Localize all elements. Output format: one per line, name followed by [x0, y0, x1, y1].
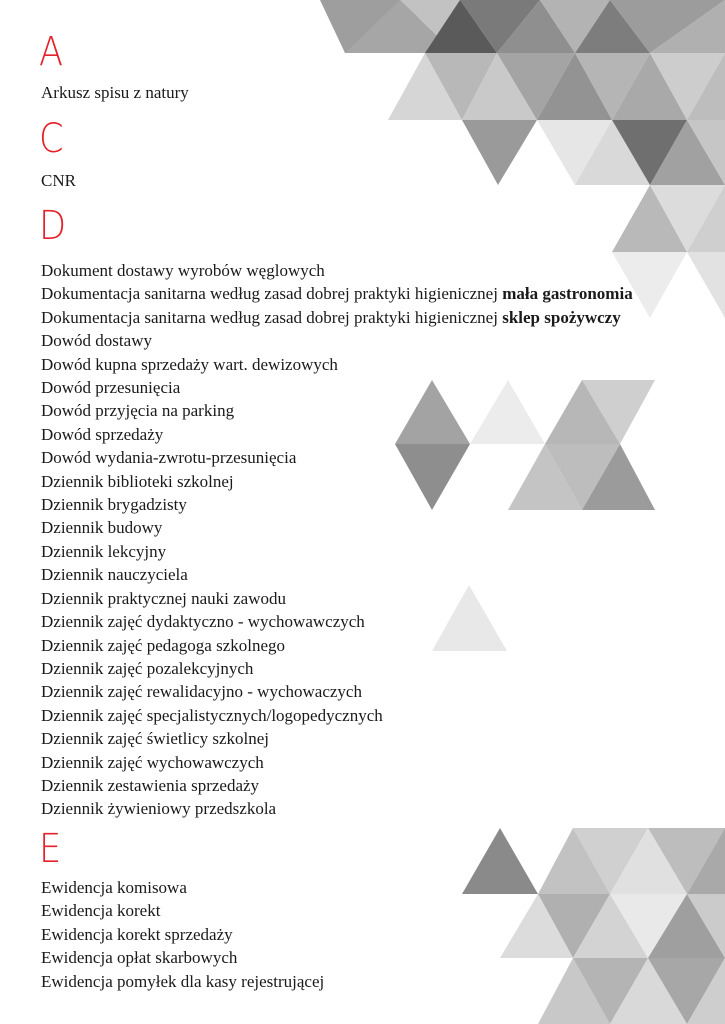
- list-item: Dowód kupna sprzedaży wart. dewizowych: [41, 354, 338, 374]
- list-item: Dowód przyjęcia na parking: [41, 401, 235, 421]
- section-list-c: [41, 169, 76, 192]
- list-item: Dokumentacja sanitarna według zasad dobrej praktyki higienicznej sklep spożywczy: [41, 307, 621, 327]
- list-item: Dziennik lekcyjny: [41, 541, 167, 561]
- list-item: Dziennik zajęć rewalidacyjno - wychowaczych: [41, 682, 362, 702]
- list-item: Dziennik zajęć pozalekcyjnych: [41, 658, 254, 678]
- list-item: Dziennik zestawienia sprzedaży: [41, 775, 260, 795]
- section-list-e: [41, 876, 324, 993]
- list-item: Dziennik zajęć pedagoga szkolnego: [41, 635, 286, 655]
- list-item: Dziennik zajęć dydaktyczno - wychowawczych: [41, 612, 365, 632]
- list-item: Dokument dostawy wyrobów węglowych: [41, 261, 325, 280]
- list-item: Dziennik zajęć specjalistycznych/logopedycznych: [41, 705, 383, 725]
- bottom-right-triangle-cluster: [462, 828, 725, 1024]
- section-letter-a: A: [39, 29, 64, 75]
- list-item: Dokumentacja sanitarna według zasad dobrej praktyki higienicznej mała gastronomia: [41, 284, 633, 304]
- list-item: Dziennik zajęć świetlicy szkolnej: [41, 729, 269, 749]
- list-item: Ewidencja pomyłek dla kasy rejestrującej: [41, 971, 325, 991]
- list-item: Dziennik nauczyciela: [41, 565, 188, 585]
- list-item: Dziennik praktycznej nauki zawodu: [41, 588, 286, 608]
- list-item: Dziennik zajęć wychowawczych: [41, 752, 264, 772]
- list-item: Ewidencja opłat skarbowych: [41, 948, 238, 968]
- list-item: Ewidencja komisowa: [41, 878, 187, 897]
- section-list-d: [41, 259, 633, 821]
- list-item: Dowód dostawy: [41, 331, 152, 351]
- list-item: Dowód sprzedaży: [41, 424, 164, 444]
- list-item: Dziennik biblioteki szkolnej: [41, 471, 234, 491]
- list-item: Dziennik brygadzisty: [41, 495, 187, 515]
- list-item: Dziennik żywieniowy przedszkola: [41, 799, 277, 819]
- list-item: CNR: [41, 171, 76, 190]
- list-item: Dowód wydania-zwrotu-przesunięcia: [41, 448, 297, 468]
- list-item: Ewidencja korekt sprzedaży: [41, 924, 233, 944]
- section-letter-e: E: [39, 826, 62, 872]
- list-item: Dziennik budowy: [41, 518, 163, 538]
- section-letter-d: D: [39, 203, 67, 249]
- list-item: Arkusz spisu z natury: [41, 83, 189, 102]
- section-letter-c: C: [39, 116, 64, 162]
- list-item: Ewidencja korekt: [41, 901, 161, 921]
- section-list-a: [41, 81, 189, 104]
- list-item: Dowód przesunięcia: [41, 378, 181, 398]
